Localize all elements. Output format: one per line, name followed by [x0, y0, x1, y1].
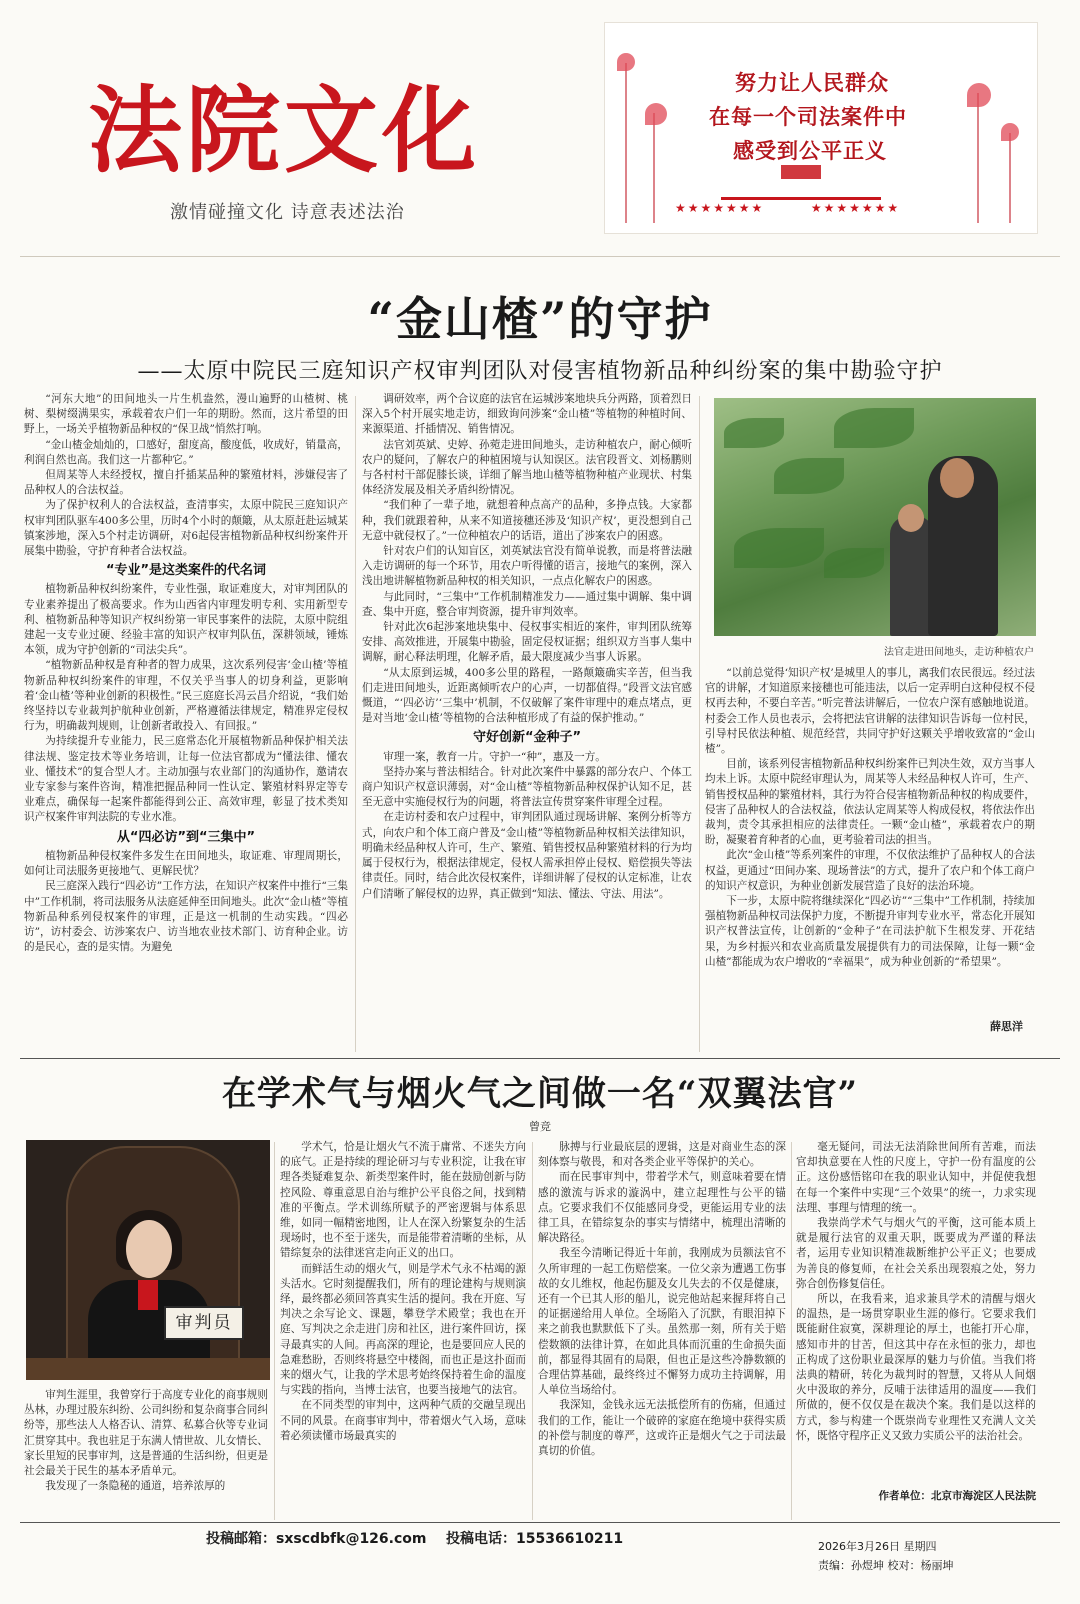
paragraph: 我崇尚学术气与烟火气的平衡，这可能本质上就是履行法官的双重天职，既要成为严谨的释法者，运用专业知识精准裁断维护公平正义；也要成为善良的修复师，在社会关系出现裂痕之处，努力弥合创伤修复信任。 — [796, 1217, 1036, 1290]
submission-phone: 投稿电话：15536610211 — [446, 1531, 624, 1547]
article1-author: 薛思洋 — [990, 1020, 1023, 1033]
banner-line-1: 努力让人民群众 — [735, 71, 889, 95]
masthead-divider — [20, 256, 1060, 257]
column-divider — [791, 1142, 792, 1520]
flower-icon — [617, 53, 635, 71]
paragraph: 但周某等人未经授权，擅自扦插某品种的繁殖材料，涉嫌侵害了品种权人的合法权益。 — [24, 469, 348, 497]
flower-icon — [645, 103, 667, 125]
paragraph: “河东大地”的田间地头一片生机盎然，漫山遍野的山楂树、桃树、梨树缀满果实，承载着农户们一年的期盼。然而，这片希望的田野上，一场关乎植物新品种权的“保卫战”悄然打响。 — [24, 393, 348, 436]
paragraph: 此次“金山楂”等系列案件的审理，不仅依法维护了品种权人的合法权益，更通过“田间办案、现场普法”的方式，提升了农户和个体工商户的知识产权意识，为种业创新发展营造了良好的法治环境。 — [705, 849, 1035, 892]
paragraph: 审判生涯里，我曾穿行于高度专业化的商事规则丛林，办理过股东纠纷、公司纠纷和复杂商事合同纠纷等，那些法人人格否认、清算、私募合伙等专业词汇贯穿其中。我也驻足于东满人情世故、儿女情长、家长里短的民事审判，这是普通的生活纠纷，但更是社会最关于民生的基本矛盾单元。 — [24, 1389, 268, 1478]
section-heading: “专业”是这类案件的代名词 — [105, 563, 267, 579]
paragraph: 植物新品种权纠纷案件，专业性强，取证难度大，对审判团队的专业素养提出了极高要求。作为山西省内审理发明专利、实用新型专利、植物新品种等知识产权纠纷第一审民事案件的法院，太原中院组建起一支专业过硬、经验丰富的知识产权审判队伍，深耕领域，锤炼本领，成为守护创新的“司法尖兵”。 — [24, 583, 348, 657]
field-visit-photo — [714, 398, 1036, 636]
paragraph: 目前，该系列侵害植物新品种权纠纷案件已判决生效，双方当事人均未上诉。太原中院经审理认为，周某等人未经品种权人许可，生产、销售授权品种的繁殖材料，其行为符合侵害植物新品种权的构成要件，侵害了品种权人的合法权益，依法认定周某等人构成侵权，将依法作出裁判，责令其承担相应的法律责任。一颗“金山楂”，承载着农户的期盼，凝聚着育种者的心血，更考验着司法的担当。 — [705, 758, 1035, 847]
paragraph: 我深知，金钱永远无法抵偿所有的伤痛，但通过我们的工作，能让一个破碎的家庭在绝境中获得实质的补偿与制度的尊严，这或许正是烟火气之于司法最真切的价值。 — [538, 1399, 786, 1458]
paragraph: 而在民事审判中，带着学术气，则意味着要在情感的激流与诉求的漩涡中，建立起理性与公平的锚点。它要求我们不仅能感同身受，更能运用专业的法律工具，在错综复杂的事实与情绪中，梳理出清晰的解决路径。 — [538, 1171, 786, 1245]
paragraph: 脉搏与行业最底层的逻辑，这是对商业生态的深刻体察与敬畏，和对各类企业平等保护的关心。 — [538, 1141, 786, 1169]
author-affiliation: 作者单位：北京市海淀区人民法院 — [878, 1490, 1036, 1502]
paragraph: “金山楂金灿灿的，口感好，甜度高，酸度低，收成好，销量高，利润自然也高。我们这一片都种它。” — [24, 438, 348, 466]
stars-icon: ★★★★★★★ ★★★★★★★ — [675, 201, 901, 215]
article1-column-3 — [705, 666, 1035, 1054]
paragraph: 所以，在我看来，追求兼具学术的清醒与烟火的温热，是一场贯穿职业生涯的修行。它要求我们既能耐住寂寞，深耕理论的厚土，也能打开心扉，感知市井的甘苦，但这其中存在永恒的张力，却也正构成了这份职业最深厚的魅力与价值。当我们将法典的精研，转化为裁判时的智慧，又将从人间烟火中汲取的养分，反哺于法律适用的温度——我们所做的，便不仅仅是在裁决个案。我们是以这样的方式，参与构建一个既崇尚专业理性又充满人文关怀，既恪守程序正义又致力实质公平的法治社会。 — [796, 1293, 1036, 1442]
paragraph: 而鲜活生动的烟火气，则是学术气永不枯竭的源头活水。它时刻提醒我们，所有的理论建构与规则演绎，最终都必须回答真实生活的提问。我在开庭、写判决之余写论文、课题，攀登学术殿堂；我也在开庭、写判决之余走进门房和社区，进行案件回访，探寻最真实的人间。再高深的理论，也是要回应人民的急难愁盼，否则终将悬空中楼阁，而也正是这扑面而来的烟火气，让我的学术思考始终保持着生命的温度与实践的指向，当博士法官，也要当接地气的法官。 — [280, 1262, 526, 1397]
paragraph: 在不同类型的审判中，这两种气质的交融呈现出不同的风景。在商事审判中，带着烟火气入场，意味着必须读懂市场最真实的 — [280, 1399, 526, 1442]
article1-title: “金山楂”的守护 — [367, 292, 713, 346]
paragraph: 调研效率，两个合议庭的法官在运城涉案地块兵分两路，顶着烈日深入5个村开展实地走访，细致询问涉案“金山楂”等植物的种植时间、来源渠道、扦插情况、销售情况。 — [362, 393, 692, 436]
column-divider — [355, 396, 356, 1052]
article2-column-1 — [24, 1388, 268, 1518]
paragraph: 为了保护权利人的合法权益，查清事实，太原中院民三庭知识产权审判团队驱车400多公里，历时4个小时的颠簸，从太原赶赴运城某镇案涉地，深入5个村走访调研，对6起侵害植物新品种权纠纷案件开展集中勘验，守护育种者合法权益。 — [24, 499, 348, 558]
tiananmen-icon — [721, 179, 881, 200]
paragraph: “以前总觉得‘知识产权’是城里人的事儿，离我们农民很远。经过法官的讲解，才知道原来接穗也可能违法，以后一定弄明白这种侵权不侵权再去种，不要白辛苦。”听完普法讲解后，一位农户深有感触地说道。村委会工作人员也表示，会将把法官讲解的法律知识告诉每一位村民，引导村民依法种植、规范经营，共同守护好这颗关乎增收致富的“金山楂”。 — [705, 667, 1035, 756]
masthead-title: 法院文化 — [88, 76, 481, 186]
article2-author: 曾竞 — [529, 1120, 551, 1133]
banner-line-2: 在每一个司法案件中 — [709, 105, 907, 129]
masthead-slogan: 激情碰撞文化 诗意表述法治 — [170, 202, 405, 223]
flower-stem-icon — [653, 113, 655, 223]
column-divider — [532, 1142, 533, 1520]
paragraph: 与此同时，“三集中”工作机制精准发力——通过集中调解、集中调查、集中开庭，整合审判资源，提升审判效率。 — [362, 590, 692, 618]
paragraph: “我们种了一辈子地，就想着种点高产的品种，多挣点钱。大家都种，我们就跟着种，从来不知道接穗还涉及‘知识产权’，更没想到自己无意中就侵权了。”一位种植农户的话语，道出了涉案农户的困惑。 — [362, 499, 692, 542]
paragraph: 毫无疑问，司法无法消除世间所有苦难，而法官却执意要在人性的尺度上，守护一份有温度的公正。这份感悟铭印在我的职业认知中，并促使我想在每一个案件中实现“三个效果”的统一，力求实现法理、事理与情理的统一。 — [796, 1141, 1036, 1214]
article2-column-3 — [538, 1140, 786, 1522]
article1-column-2 — [362, 392, 692, 1054]
section-heading: 守好创新“金种子” — [472, 730, 582, 746]
judge-nameplate: 审判员 — [164, 1306, 244, 1340]
section-divider — [20, 1058, 1060, 1059]
banner-panel — [604, 22, 1038, 234]
flower-stem-icon — [625, 63, 627, 223]
photo-caption: 法官走进田间地头，走访种植农户 — [884, 647, 1034, 658]
banner-line-3: 感受到公平正义 — [733, 139, 887, 163]
paragraph: 坚持办案与普法相结合。针对此次案件中暴露的部分农户、个体工商户知识产权意识薄弱，对“金山楂”等植物新品种权保护认知不足，甚至无意中实施侵权行为的问题，将普法宣传贯穿案件审理全过程。 — [362, 765, 692, 809]
editor-credits: 责编：孙煜坤 校对：杨丽坤 — [818, 1559, 954, 1572]
paragraph: 我至今清晰记得近十年前，我刚成为员额法官不久所审理的一起工伤赔偿案。一位父亲为遭遇工伤事故的女儿维权，他起伤腿及女儿失去的不仅是健康，还有一个已其人形的船儿，说完他站起来握拜将自己的证据递给用人单位。全场陷入了沉默，有眼泪掉下来之前我也默默低下了头。虽然那一刻，所有关于赔偿数额的法律计算，在如此具体而沉重的生命损失面前，都显得其固有的局限，但也正是这些冷静数额的合理估算基础，最终终过不懈努力成功主持调解，用人单位当场给付。 — [538, 1247, 786, 1397]
paragraph: 在走访村委和农户过程中，审判团队通过现场讲解、案例分析等方式，向农户和个体工商户普及“金山楂”等植物新品种权相关法律知识，明确未经品种权人许可，生产、繁殖、销售授权品种繁殖材料的行为均属于侵权行为，根据法律规定，侵权人需承担停止侵权、赔偿损失等法律责任。同时，结合此次侵权案件，详细讲解了侵权的认定标准，让农户们清晰了解侵权的边界，真正做到“知法、懂法、守法、用法”。 — [362, 811, 692, 900]
flower-icon — [967, 83, 991, 107]
paragraph: “植物新品种权是育种者的智力成果，这次系列侵害‘金山楂’等植物新品种权纠纷案件的审理，不仅关乎当事人的切身利益，更影响着‘金山楂’等种业创新的积极性。”民三庭庭长冯云昌介绍说，“我们始终坚持以专业裁判护航种业创新，严格遵循法律规定，精准界定侵权行为，明确裁判规则，让创新者敢投入、有回报。” — [24, 659, 348, 733]
submission-email: 投稿邮箱：sxscdbfk@126.com — [206, 1531, 427, 1547]
footer-divider — [20, 1522, 1060, 1523]
flower-icon — [1001, 123, 1019, 141]
section-heading: 从“四必访”到“三集中” — [116, 829, 256, 845]
article2-title: 在学术气与烟火气之间做一名“双翼法官” — [221, 1074, 859, 1114]
paragraph: 下一步，太原中院将继续深化“四必访”“三集中”工作机制，持续加强植物新品种权司法保护力度，不断提升审判专业水平，常态化开展知识产权普法宣传，让创新的“金种子”在司法护航下生根发芽、开花结果，为乡村振兴和农业高质量发展提供有力的司法保障，让每一颗“金山楂”都能成为农户增收的“幸福果”，成为种业创新的“希望果”。 — [705, 895, 1035, 968]
paragraph: 法官刘英斌、史婷、孙菀走进田间地头，走访种植农户，耐心倾听农户的疑问，了解农户的种植困境与认知误区。法官段晋文、刘杨鹏则与各村村干部促膝长谈，详细了解当地山楂等植物种植产业现状、村集体经济发展及相关矛盾纠纷情况。 — [362, 438, 692, 497]
flower-stem-icon — [977, 93, 979, 223]
article1-column-1 — [24, 392, 348, 1054]
article2-column-2 — [280, 1140, 526, 1522]
paragraph: 为持续提升专业能力，民三庭常态化开展植物新品种保护相关法律法规、鉴定技术等业务培训，让每一位法官都成为“懂法律、懂农业、懂技术”的复合型人才。主动加强与农业部门的沟通协作，邀请农业专家参与案件咨询，精准把握品种同一性认定、繁殖材料界定等专业难点，确保每一起案件都能得到公正、高效审理，彰显了技术类知识产权案件审判法院的专业水准。 — [24, 735, 348, 824]
column-divider — [699, 396, 700, 1052]
paragraph: 植物新品种侵权案件多发生在田间地头，取证难、审理周期长，如何让司法服务更接地气、更解民忧？ — [24, 849, 348, 878]
paragraph: 民三庭深入践行“四必访”工作方法，在知识产权案件中推行“三集中”工作机制，将司法服务从法庭延伸至田间地头。此次“金山楂”等植物新品种系列侵权案件的审理，正是这一机制的生动实践。“四必访”，访村委会、访涉案农户、访当地农业技术部门、访育种企业。访的是民心，查的是实情。为避免 — [24, 880, 348, 954]
paragraph: 学术气，恰是让烟火气不流于庸常、不迷失方向的底气。正是持续的理论研习与专业积淀，让我在审理各类疑难复杂、新类型案件时，能在鼓励创新与防控风险、尊重意思自治与维护公平良俗之间，找到精准的平衡点。学术训练所赋予的严密逻辑与体系思维，如同一幅精密地图，让人在深入纷繁复杂的生活现场时，也不至于迷失，而是能带着清晰的坐标，从错综复杂的法律迷宫走向正义的出口。 — [280, 1141, 526, 1260]
paragraph: 我发现了一条隐秘的通道，培养浓厚的 — [45, 1480, 226, 1493]
article2-column-4 — [796, 1140, 1036, 1485]
paragraph: 针对此次6起涉案地块集中、侵权事实相近的案件，审判团队统筹安排、高效推进，开展集中勘验，固定侵权证据；组织双方当事人集中调解，耐心释法明理，化解矛盾，最大限度减少当事人诉累。 — [362, 621, 692, 664]
issue-date: 2026年3月26日 星期四 — [818, 1540, 937, 1553]
article1-subtitle: ——太原中院民三庭知识产权审判团队对侵害植物新品种纠纷案的集中勘验守护 — [137, 359, 943, 384]
paragraph: “从太原到运城，400多公里的路程，一路颠簸确实辛苦，但当我们走进田间地头，近距离倾听农户的心声，一切都值得。”段晋文法官感慨道，“‘四必访’‘三集中’机制，不仅破解了案件审理中的难点堵点，更是对当地‘金山楂’等植物的合法种植形成了有益的保护推动。” — [362, 666, 692, 725]
flower-stem-icon — [1009, 133, 1011, 223]
paragraph: 审理一案，教育一片。守护一“种”，惠及一方。 — [383, 750, 606, 763]
column-divider — [274, 1142, 275, 1520]
judge-photo — [26, 1140, 270, 1380]
paragraph: 针对农户们的认知盲区，刘英斌法官没有简单说教，而是将普法融入走访调研的每一个环节，用农户听得懂的语言，接地气的案例，深入浅出地讲解植物新品种权的相关知识，一点点化解农户的困惑。 — [362, 545, 692, 588]
